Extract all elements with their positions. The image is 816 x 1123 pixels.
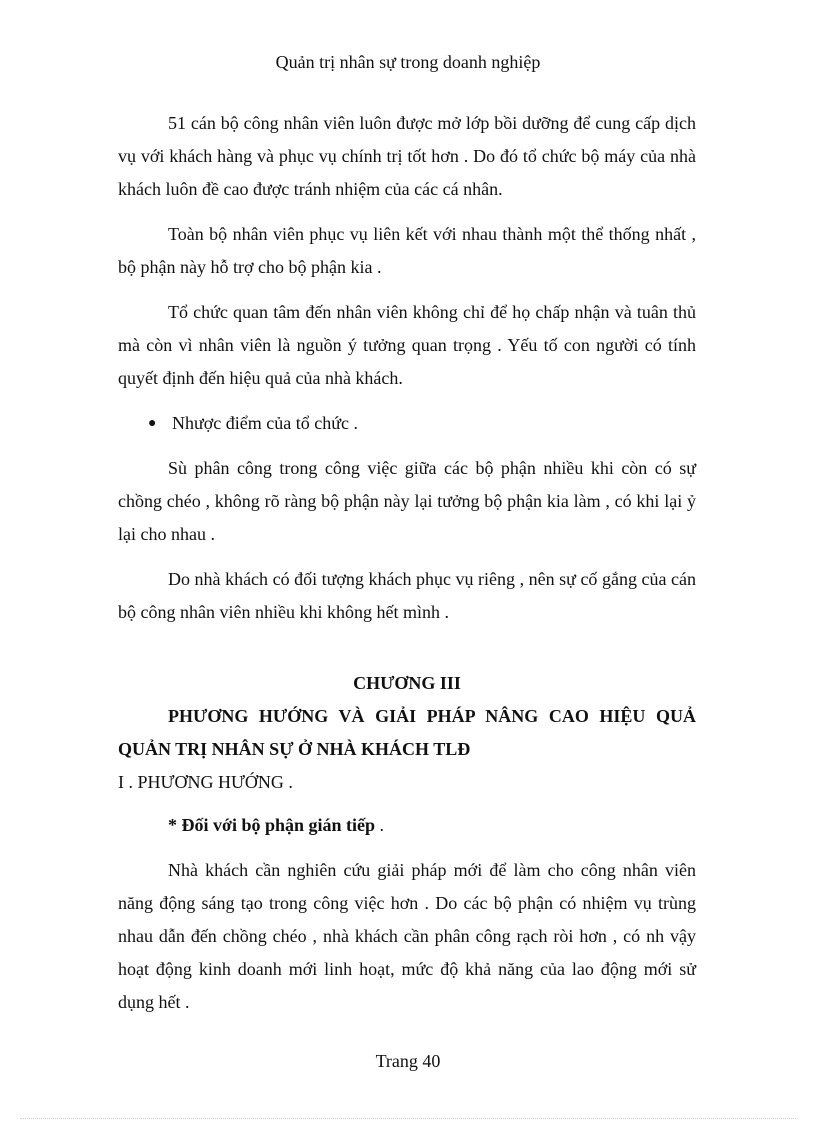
bullet-item xyxy=(118,407,696,440)
bullet-text: Nhược điểm của tổ chức . xyxy=(172,413,358,433)
page-header: Quản trị nhân sự trong doanh nghiệp xyxy=(275,52,541,72)
paragraph: Do nhà khách có đối tượng khách phục vụ riêng , nên sự cố gắng của cán bộ công nhân viên nhiều khi không hết mình . xyxy=(118,569,696,622)
subsection-title: Đối với bộ phận gián tiếp xyxy=(181,815,376,835)
chapter-label: CHƯƠNG III xyxy=(353,673,461,693)
subsection-prefix: * xyxy=(168,815,182,835)
paragraph: Toàn bộ nhân viên phục vụ liên kết với nhau thành một thể thống nhất , bộ phận này hỗ trợ cho bộ phận kia . xyxy=(118,224,696,277)
page-number: Trang 40 xyxy=(375,1051,441,1071)
chapter-title: PHƯƠNG HƯỚNG VÀ GIẢI PHÁP NÂNG CAO HIỆU QUẢ QUẢN TRỊ NHÂN SỰ Ở NHÀ KHÁCH TLĐ xyxy=(118,706,696,759)
bullet-icon: ● xyxy=(148,416,157,431)
paragraph: Sù phân công trong công việc giữa các bộ phận nhiều khi còn có sự chồng chéo , không rõ ràng bộ phận này lại tưởng bộ phận kia làm , có khi lại ỷ lại cho nhau . xyxy=(118,458,696,544)
paragraph: 51 cán bộ công nhân viên luôn được mở lớp bồi dưỡng để cung cấp dịch vụ với khách hàng và phục vụ chính trị tốt hơn . Do đó tổ chức bộ máy của nhà khách luôn đề cao được tránh nhiệm của các cá nhân. xyxy=(118,113,696,199)
paragraph: Nhà khách cần nghiên cứu giải pháp mới để làm cho công nhân viên năng động sáng tạo trong công việc hơn . Do các bộ phận có nhiệm vụ trùng nhau dẫn đến chồng chéo , nhà khách cần phân công rạch ròi hơn , có nh vậy hoạt động kinh doanh mới linh hoạt, mức độ khả năng của lao động mới sử dụng hết . xyxy=(118,860,696,1012)
section-heading: I . PHƯƠNG HƯỚNG . xyxy=(118,772,293,792)
paragraph: Tổ chức quan tâm đến nhân viên không chỉ để họ chấp nhận và tuân thủ mà còn vì nhân viên là nguồn ý tưởng quan trọng . Yếu tố con người có tính quyết định đến hiệu quả của nhà khách. xyxy=(118,302,696,388)
page-bottom-divider xyxy=(20,1118,796,1119)
subsection-heading xyxy=(118,809,696,842)
subsection-suffix: . xyxy=(375,815,385,835)
page-body xyxy=(118,107,696,1031)
